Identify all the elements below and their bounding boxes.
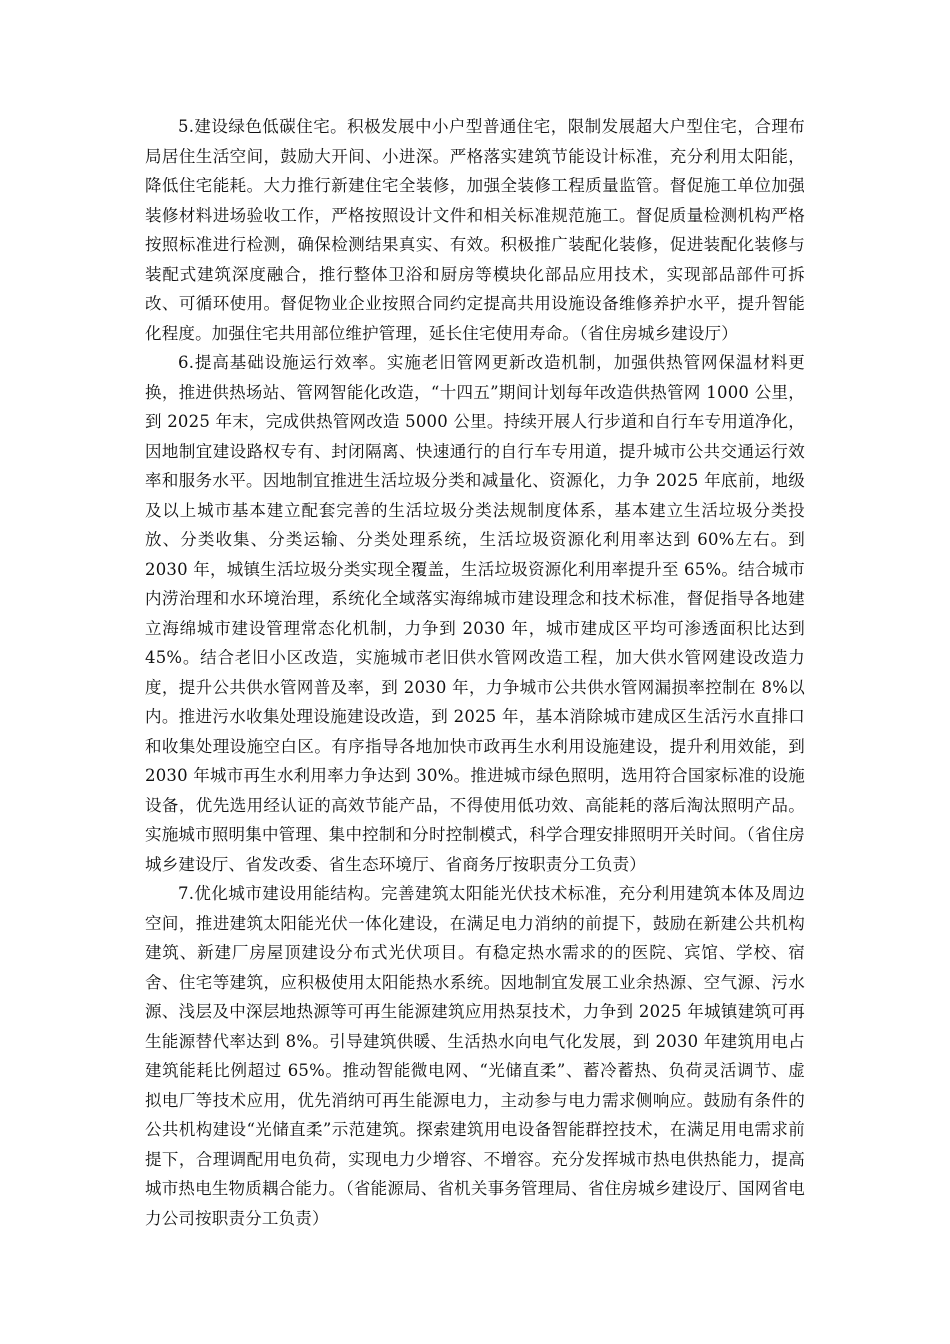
paragraph-infrastructure-efficiency: 6.提高基础设施运行效率。实施老旧管网更新改造机制，加强供热管网保温材料更换，推进供热场站、管网智能化改造，“十四五”期间计划每年改造供热管网 1000 公里，到 2025 年末，完成供热管网改造 5000 公里。持续开展人行步道和自行车专用道净化，因地制宜建设路权专有、封闭隔离、快速通行的自行车专用道，提升城市公共交通运行效率和服务水平。因地制宜推进生活垃圾分类和减量化、资源化，力争 2025 年底前，地级及以上城市基本建立配套完善的生活垃圾分类法规制度体系，基本建立生活垃圾分类投放、分类收集、分类运输、分类处理系统，生活垃圾资源化利用率达到 60%左右。到 2030 年，城镇生活垃圾分类实现全覆盖，生活垃圾资源化利用率提升至 65%。结合城市内涝治理和水环境治理，系统化全域落实海绵城市建设理念和技术标准，督促指导各地建立海绵城市建设管理常态化机制，力争到 2030 年，城市建成区平均可渗透面积比达到 45%。结合老旧小区改造，实施城市老旧供水管网改造工程，加大供水管网建设改造力度，提升公共供水管网普及率，到 2030 年，力争城市公共供水管网漏损率控制在 8%以内。推进污水收集处理设施建设改造，到 2025 年，基本消除城市建成区生活污水直排口和收集处理设施空白区。有序指导各地加快市政再生水利用设施建设，提升利用效能，到 2030 年城市再生水利用率力争达到 30%。推进城市绿色照明，选用符合国家标准的设施设备，优先选用经认证的高效节能产品，不得使用低功效、高能耗的落后淘汰照明产品。实施城市照明集中管理、集中控制和分时控制模式，科学合理安排照明开关时间。（省住房城乡建设厅、省发改委、省生态环境厅、省商务厅按职责分工负责） bbox=[145, 353, 805, 874]
paragraph-urban-energy-structure: 7.优化城市建设用能结构。完善建筑太阳能光伏技术标准，充分利用建筑本体及周边空间，推进建筑太阳能光伏一体化建设，在满足电力消纳的前提下，鼓励在新建公共机构建筑、新建厂房屋顶建设分布式光伏项目。有稳定热水需求的的医院、宾馆、学校、宿舍、住宅等建筑，应积极使用太阳能热水系统。因地制宜发展工业余热源、空气源、污水源、浅层及中深层地热源等可再生能源建筑应用热泵技术，力争到 2025 年城镇建筑可再生能源替代率达到 8%。引导建筑供暖、生活热水向电气化发展，到 2030 年建筑用电占建筑能耗比例超过 65%。推动智能微电网、“光储直柔”、蓄冷蓄热、负荷灵活调节、虚拟电厂等技术应用，优先消纳可再生能源电力，主动参与电力需求侧响应。鼓励有条件的公共机构建设“光储直柔”示范建筑。探索建筑用电设备智能群控技术，在满足用电需求前提下，合理调配用电负荷，实现电力少增容、不增容。充分发挥城市热电供热能力，提高城市热电生物质耦合能力。（省能源局、省机关事务管理局、省住房城乡建设厅、国网省电力公司按职责分工负责） bbox=[145, 884, 805, 1228]
paragraph-green-low-carbon-housing: 5.建设绿色低碳住宅。积极发展中小户型普通住宅，限制发展超大户型住宅，合理布局居住生活空间，鼓励大开间、小进深。严格落实建筑节能设计标准，充分利用太阳能，降低住宅能耗。大力推行新建住宅全装修，加强全装修工程质量监管。督促施工单位加强装修材料进场验收工作，严格按照设计文件和相关标准规范施工。督促质量检测机构严格按照标准进行检测，确保检测结果真实、有效。积极推广装配化装修，促进装配化装修与装配式建筑深度融合，推行整体卫浴和厨房等模块化部品应用技术，实现部品部件可拆改、可循环使用。督促物业企业按照合同约定提高共用设施设备维修养护水平，提升智能化程度。加强住宅共用部位维护管理，延长住宅使用寿命。（省住房城乡建设厅） bbox=[145, 117, 805, 343]
document-page bbox=[145, 112, 805, 1233]
